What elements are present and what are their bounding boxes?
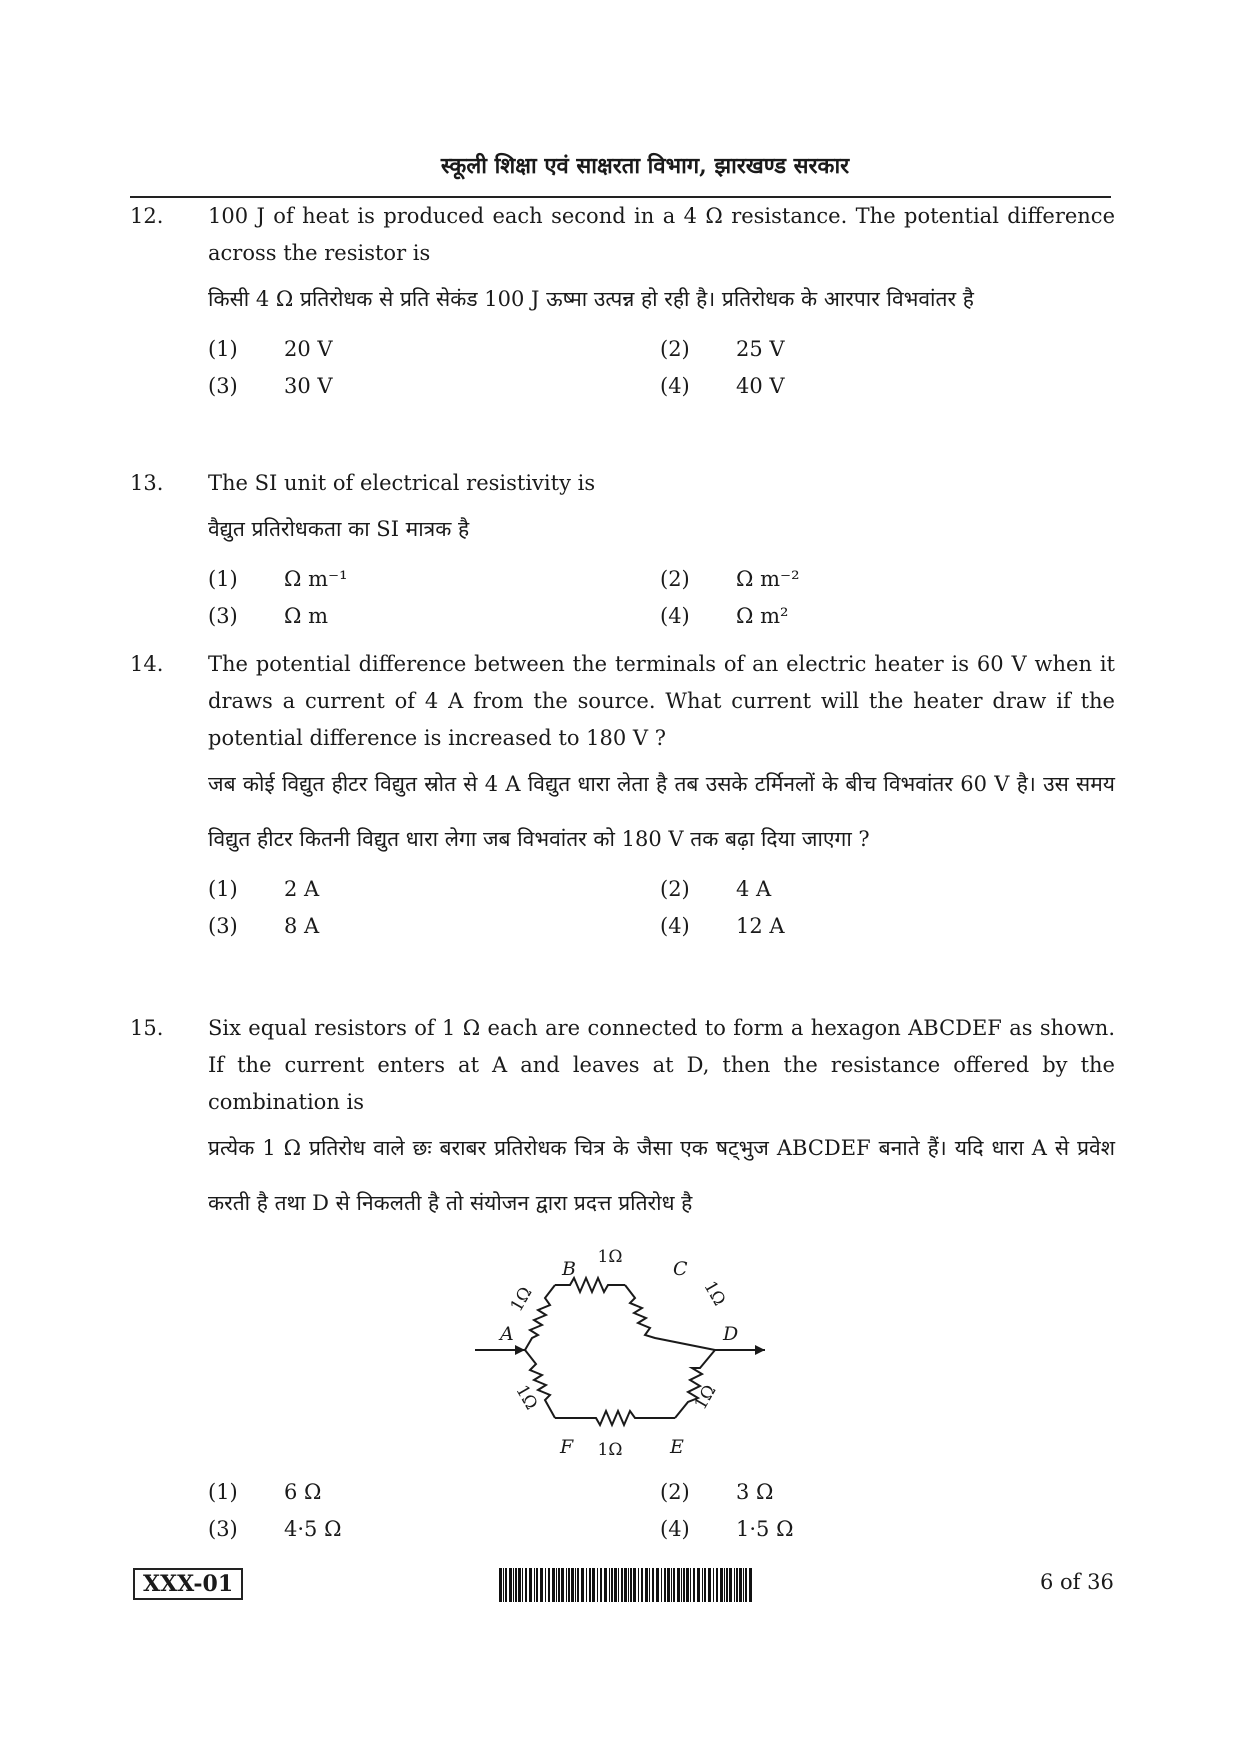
question-text-hi: किसी 4 Ω प्रतिरोधक से प्रति सेकंड 100 J ऊष्मा उत्पन्न हो रही है। प्रतिरोधक के आरपार विभवांतर है (208, 287, 974, 311)
option-3[interactable]: (3) 8 A (208, 914, 320, 938)
label-d: D (723, 1323, 739, 1345)
question-number: 12. (130, 204, 164, 228)
option-4[interactable]: (4) 1·5 Ω (660, 1517, 794, 1541)
option-1[interactable]: (1) 6 Ω (208, 1480, 322, 1504)
question-15 (130, 1010, 1115, 1231)
option-4[interactable]: (4) 40 V (660, 374, 785, 398)
label-f: F (560, 1436, 574, 1458)
option-2[interactable]: (2) Ω m⁻² (660, 567, 800, 591)
hexagon-circuit-diagram (470, 1240, 780, 1469)
page-header: स्कूली शिक्षा एवं साक्षरता विभाग, झारखण्ड सरकार (440, 153, 850, 179)
option-1[interactable]: (1) 20 V (208, 337, 333, 361)
options (208, 331, 1115, 405)
resistor-label-ab: 1Ω (506, 1283, 537, 1316)
label-b: B (562, 1258, 576, 1280)
option-2[interactable]: (2) 4 A (660, 877, 772, 901)
resistor-ef (555, 1411, 675, 1425)
question-text-en: The potential difference between the terminals of an electric heater is 60 V when it draws a current of 4 A from the source. What current will the heater draw if the potential difference is increased to 180 V ? (208, 652, 1115, 750)
option-1[interactable]: (1) 2 A (208, 877, 320, 901)
output-arrowhead (755, 1345, 765, 1355)
resistor-cd (625, 1285, 715, 1350)
question-number: 13. (130, 471, 164, 495)
label-e: E (670, 1436, 684, 1458)
question-text-en: Six equal resistors of 1 Ω each are connected to form a hexagon ABCDEF as shown. If the current enters at A and leaves at D, then the resistance offered by the combination is (208, 1016, 1115, 1114)
label-c: C (673, 1258, 688, 1280)
question-text-hi: वैद्युत प्रतिरोधकता का SI मात्रक है (208, 517, 470, 541)
question-text-hi: जब कोई विद्युत हीटर विद्युत स्रोत से 4 A विद्युत धारा लेता है तब उसके टर्मिनलों के बीच विभवांतर 60 V है। उस समय विद्युत हीटर कितनी विद्युत धारा लेगा जब विभवांतर को 180 V तक बढ़ा दिया जाएगा ? (208, 772, 1115, 851)
option-1[interactable]: (1) Ω m⁻¹ (208, 567, 348, 591)
resistor-label-ef: 1Ω (597, 1440, 623, 1460)
option-4[interactable]: (4) 12 A (660, 914, 785, 938)
page-number: 6 of 36 (1040, 1570, 1114, 1594)
question-text-en: 100 J of heat is produced each second in a 4 Ω resistance. The potential difference across the resistor is (208, 204, 1115, 265)
option-2[interactable]: (2) 3 Ω (660, 1480, 774, 1504)
option-3[interactable]: (3) 4·5 Ω (208, 1517, 342, 1541)
resistor-bc (555, 1278, 625, 1292)
resistor-label-de: 1Ω (690, 1381, 721, 1414)
resistor-label-bc: 1Ω (597, 1247, 623, 1267)
question-14 (130, 646, 1115, 945)
resistor-label-fa: 1Ω (511, 1381, 542, 1414)
question-text-en: The SI unit of electrical resistivity is (208, 471, 596, 495)
question-13 (130, 465, 1115, 635)
paper-code: XXX-01 (133, 1568, 243, 1600)
resistor-label-cd: 1Ω (699, 1277, 730, 1310)
options (208, 871, 1115, 945)
option-4[interactable]: (4) Ω m² (660, 604, 789, 628)
options (208, 1474, 1115, 1548)
option-3[interactable]: (3) 30 V (208, 374, 333, 398)
question-text-hi: प्रत्येक 1 Ω प्रतिरोध वाले छः बराबर प्रतिरोधक चित्र के जैसा एक षट्भुज ABCDEF बनाते हैं। यदि धारा A से प्रवेश करती है तथा D से निकलती है तो संयोजन द्वारा प्रदत्त प्रतिरोध है (208, 1136, 1115, 1215)
label-a: A (500, 1323, 514, 1345)
option-2[interactable]: (2) 25 V (660, 337, 785, 361)
question-number: 14. (130, 652, 164, 676)
input-arrowhead (515, 1345, 525, 1355)
barcode-icon (499, 1568, 754, 1602)
options (208, 561, 1115, 635)
question-number: 15. (130, 1016, 164, 1040)
option-3[interactable]: (3) Ω m (208, 604, 328, 628)
question-15-options (130, 1470, 1115, 1548)
question-12 (130, 198, 1115, 405)
